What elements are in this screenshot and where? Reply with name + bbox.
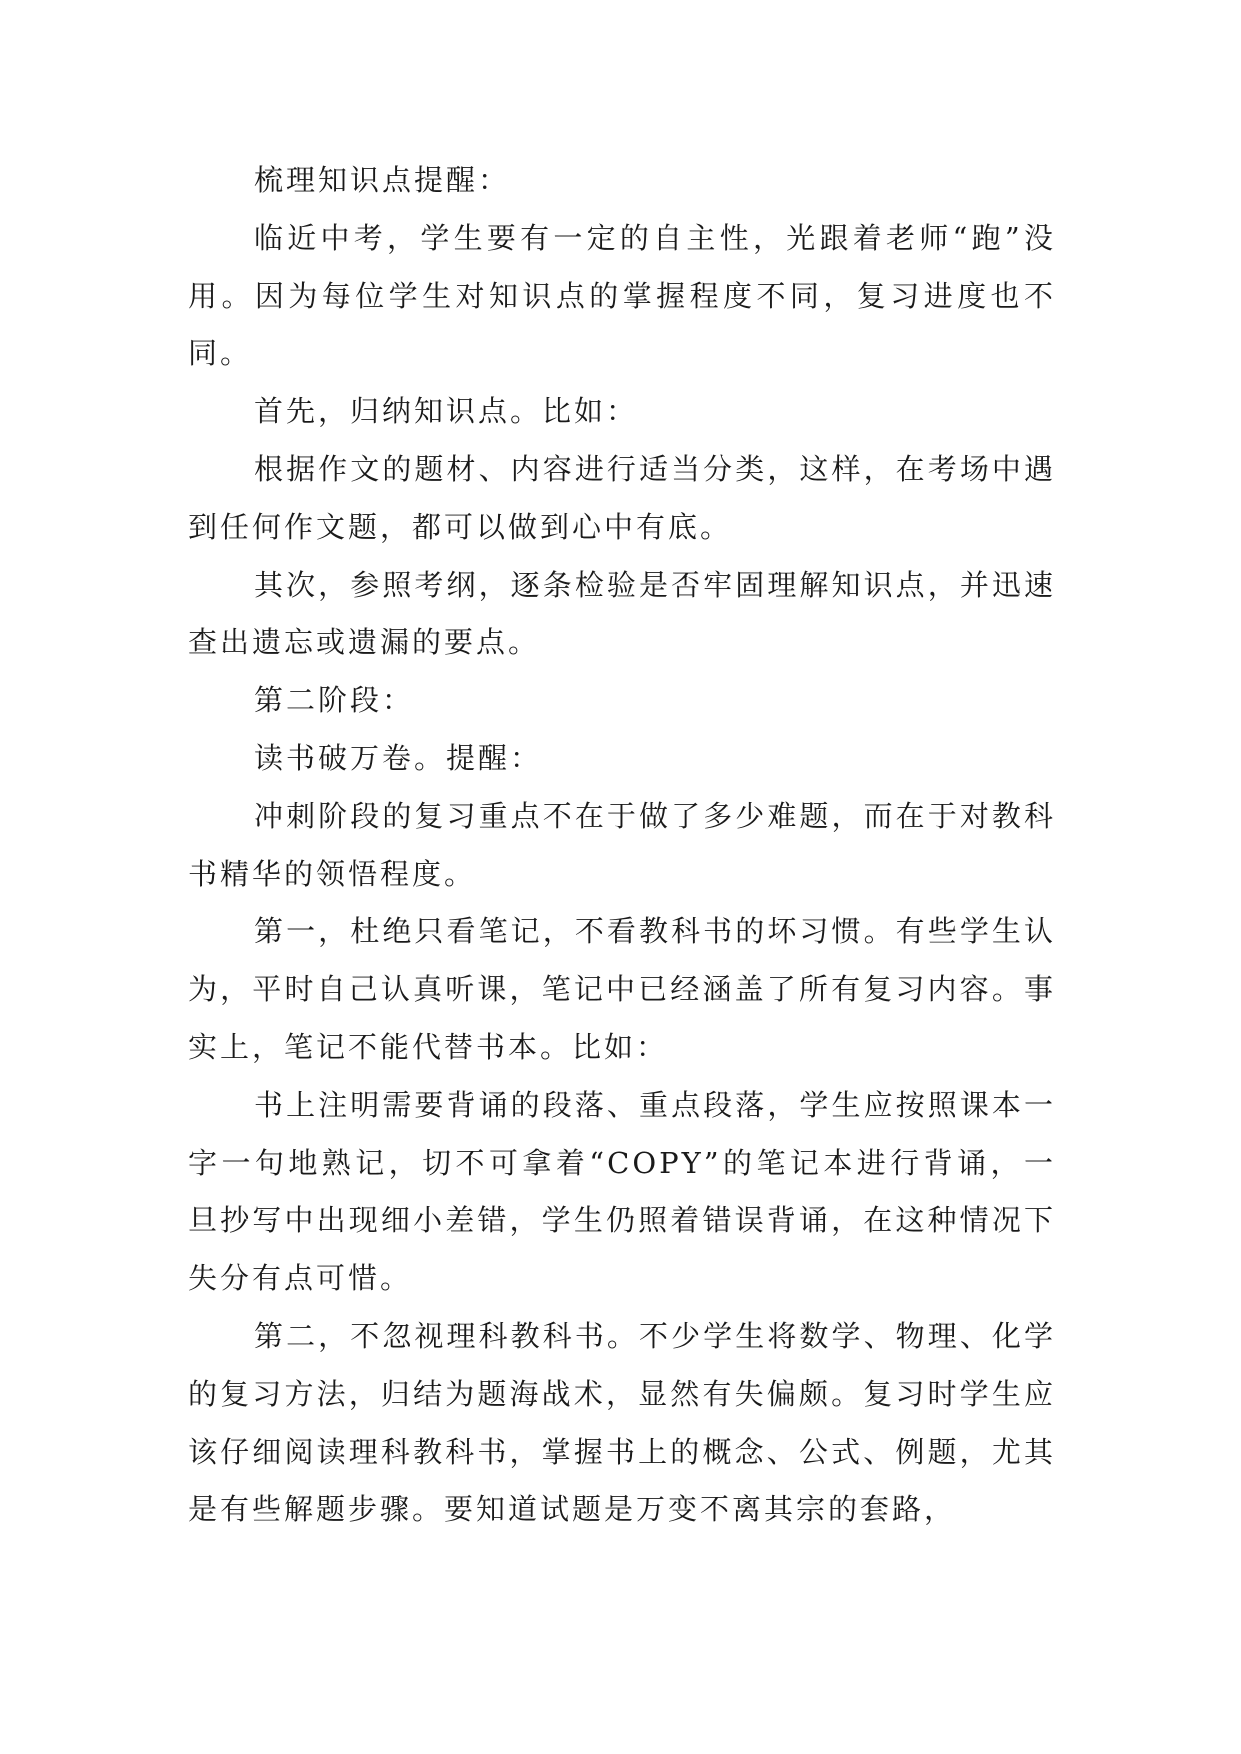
paragraph: 冲刺阶段的复习重点不在于做了多少难题，而在于对教科书精华的领悟程度。 bbox=[188, 798, 1056, 891]
paragraph: 临近中考，学生要有一定的自主性，光跟着老师“跑”没用。因为每位学生对知识点的掌握程度不同，复习进度也不同。 bbox=[188, 220, 1056, 371]
paragraph: 第一，杜绝只看笔记，不看教科书的坏习惯。有些学生认为，平时自己认真听课，笔记中已经涵盖了所有复习内容。事实上，笔记不能代替书本。比如： bbox=[188, 914, 1056, 1064]
paragraph-heading-review-tips: 梳理知识点提醒： bbox=[254, 163, 511, 197]
body-text bbox=[188, 152, 1056, 1539]
paragraph: 第二，不忽视理科教科书。不少学生将数学、物理、化学的复习方法，归结为题海战术，显然有失偏颇。复习时学生应该仔细阅读理科教科书，掌握书上的概念、公式、例题，尤其是有些解题步骤。要知道试题是万变不离其宗的套路， bbox=[188, 1318, 1056, 1527]
paragraph-heading-stage-two: 第二阶段： bbox=[254, 683, 415, 718]
paragraph: 根据作文的题材、内容进行适当分类，这样，在考场中遇到任何作文题，都可以做到心中有底。 bbox=[188, 451, 1056, 544]
paragraph-heading-reading: 读书破万卷。提醒： bbox=[254, 740, 543, 775]
paragraph: 其次，参照考纲，逐条检验是否牢固理解知识点，并迅速查出遗忘或遗漏的要点。 bbox=[188, 567, 1056, 660]
paragraph: 首先，归纳知识点。比如： bbox=[254, 394, 639, 429]
paragraph: 书上注明需要背诵的段落、重点段落，学生应按照课本一字一句地熟记，切不可拿着“COPY”的笔记本进行背诵，一旦抄写中出现细小差错，学生仍照着错误背诵，在这种情况下失分有点可惜。 bbox=[188, 1087, 1056, 1296]
